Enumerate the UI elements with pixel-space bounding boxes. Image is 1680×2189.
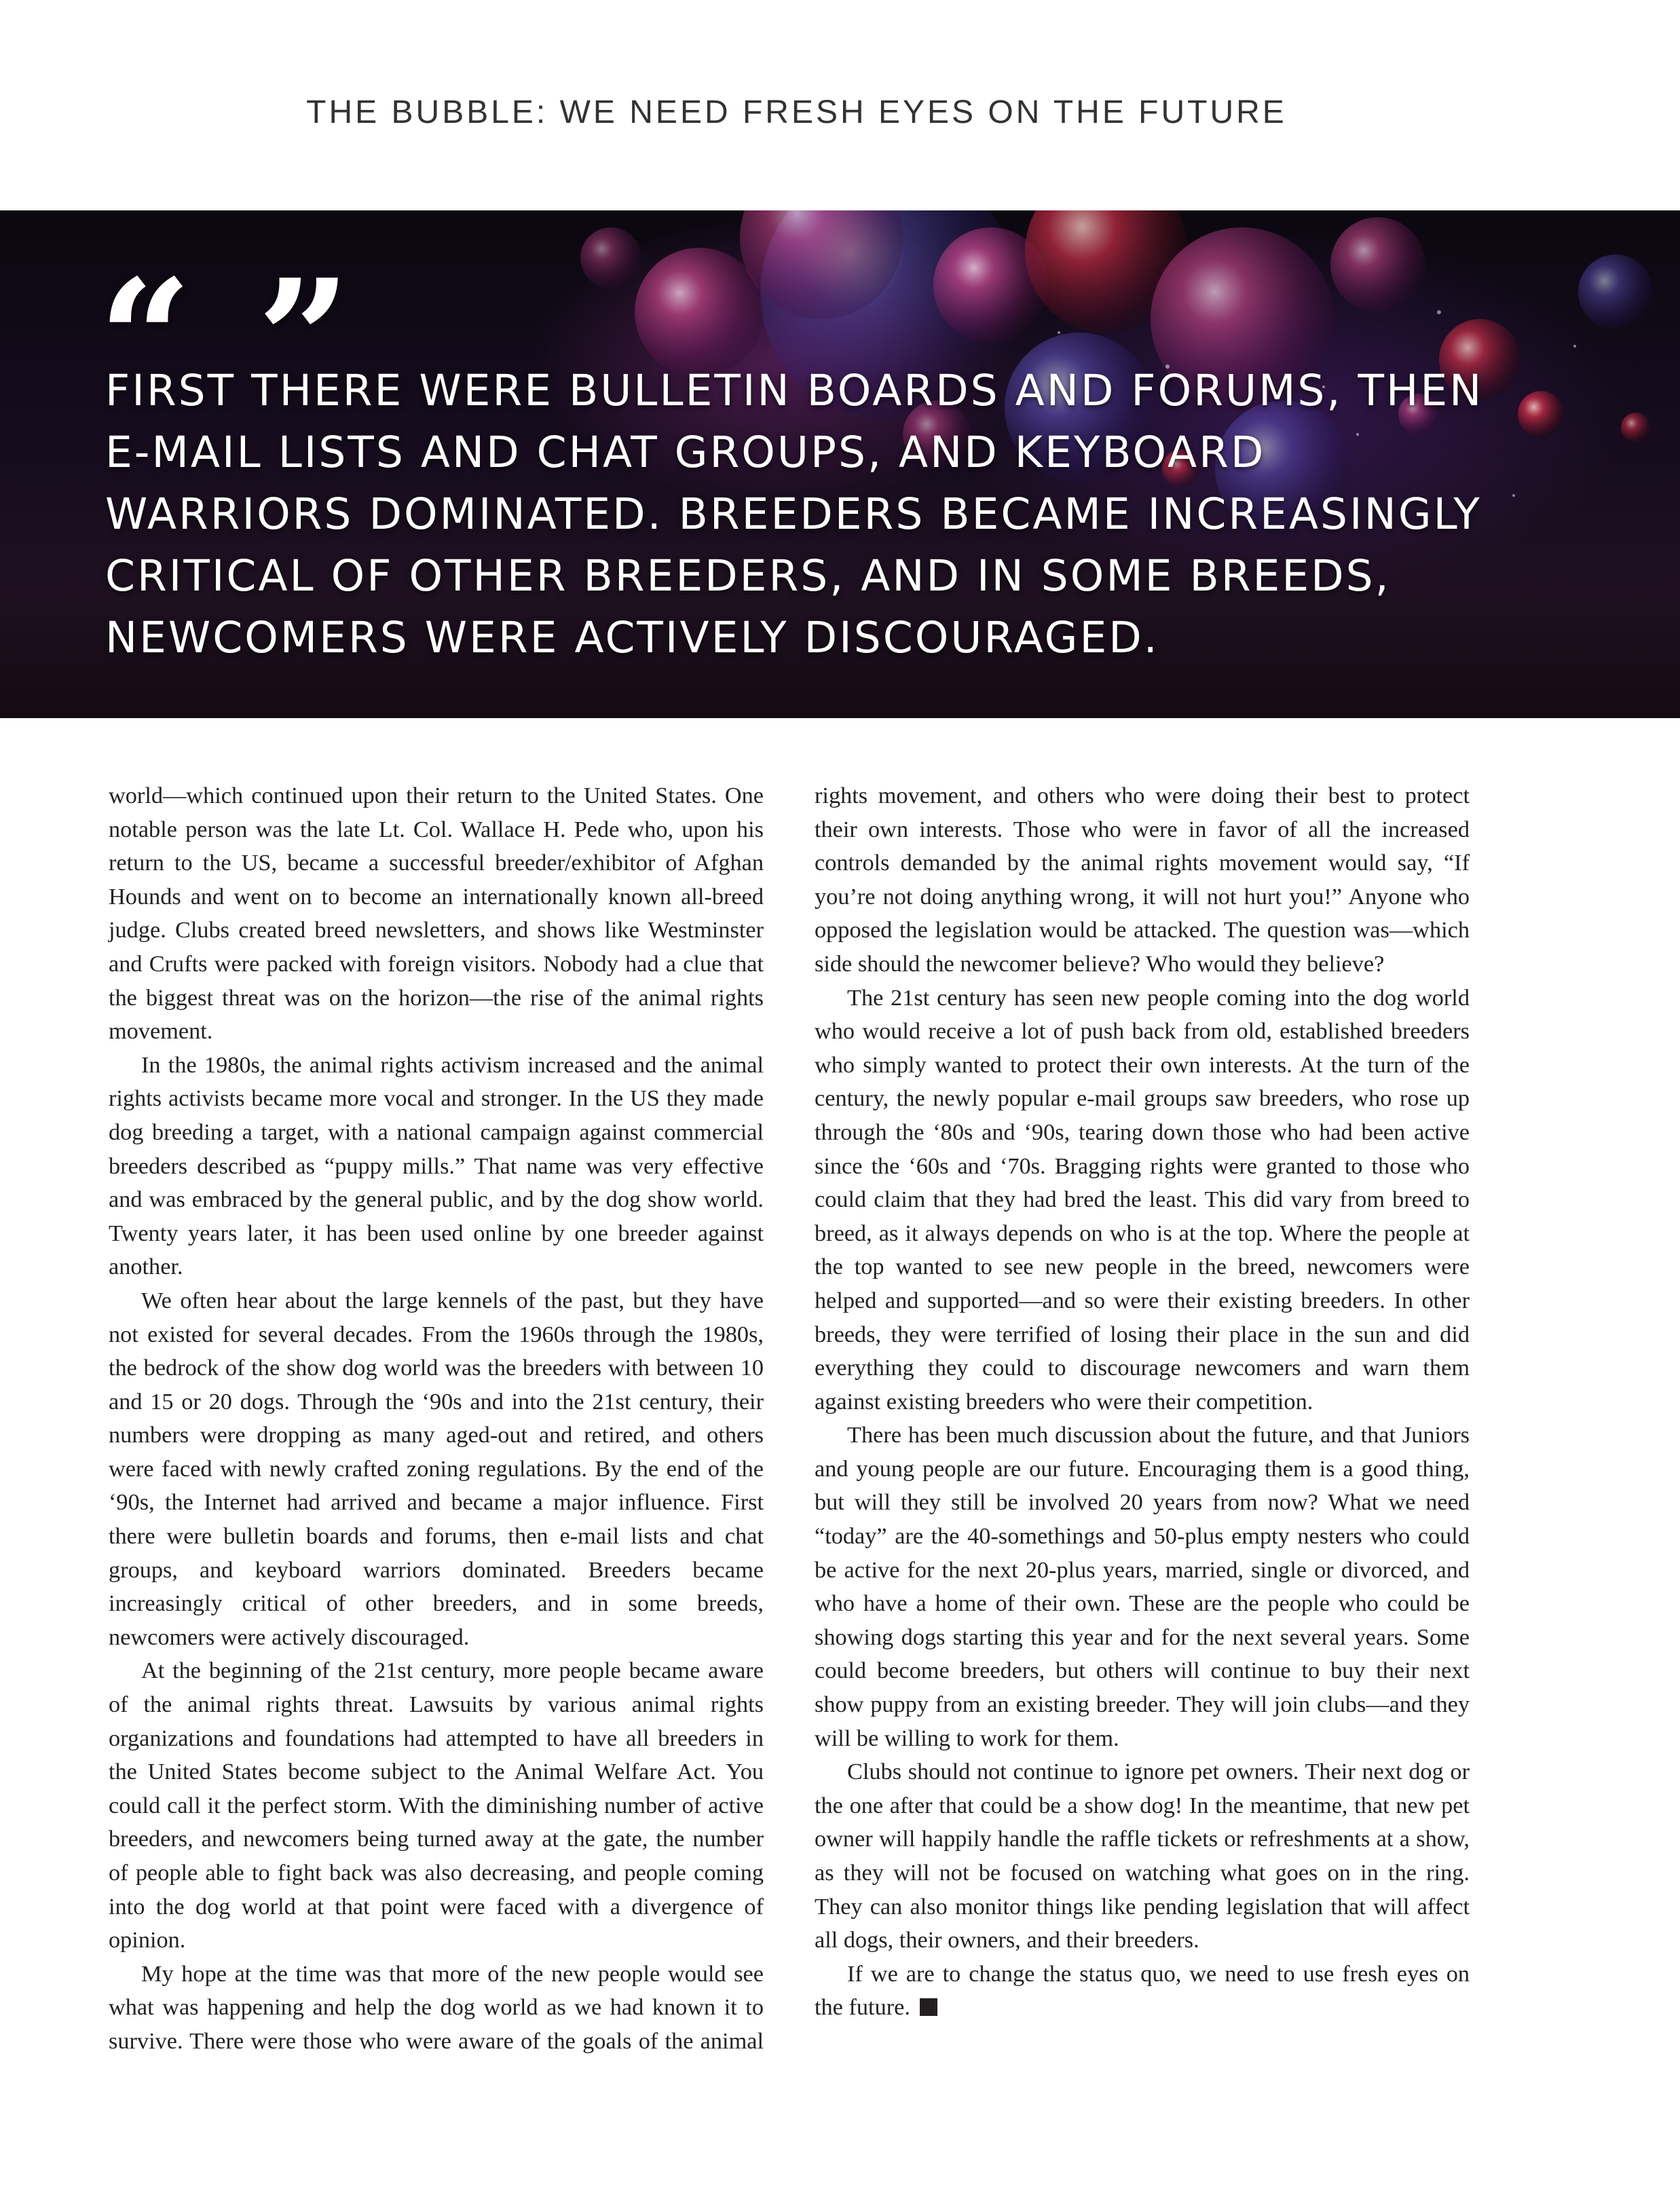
article-paragraph: In the 1980s, the animal rights activism increased and the animal rights activists became more vocal and stronger. In the US they made dog breeding a target, with a national campaign against commercial breeders described as “puppy mills.” That name was very effective and was embraced by the general public, and by the dog show world. Twenty years later, it has been used online by one breeder against another. — [109, 1051, 764, 1280]
article-paragraph: world—which continued upon their return to the United States. One notable person was the late Lt. Col. Wallace H. Pede who, upon his return to the US, became a successful breeder/exhibitor of Afghan Hounds and went on to become an internationally known all-breed judge. Clubs created breed newsletters, and shows like Westminster and Crufts were packed with foreign visitors. Nobody had a clue that the biggest threat was on the horizon—the rise of the animal rights movement. — [109, 783, 764, 1045]
article-body — [109, 779, 1470, 2082]
article-paragraph: The 21st century has seen new people coming into the dog world who would receive a lot of push back from old, established breeders who simply wanted to protect their own interests. At the turn of the century, the newly popular e-mail groups saw breeders, who rose up through the ‘80s and ‘90s, tearing down those who had been active since the ‘60s and ‘70s. Bragging rights were granted to those who could claim that they had bred the least. This did vary from breed to breed, as it always depends on who is at the top. Where the people at the top wanted to see new people in the breed, newcomers were helped and supported—and so were their existing breeders. In other breeds, they were terrified of losing their place in the sun and did everything they could to discourage newcomers and warn them against existing breeders who were their competition. — [815, 984, 1470, 1415]
pull-quote-banner — [0, 210, 1680, 718]
pull-quote-text: FIRST THERE WERE BULLETIN BOARDS AND FORUMS, THEN E-MAIL LISTS AND CHAT GROUPS, AND KEYBOARD WARRIORS DOMINATED. BREEDERS BECAME INCREASINGLY CRITICAL OF OTHER BREEDERS, AND IN SOME BREEDS, NEWCOMERS WERE ACTIVELY DISCOURAGED. — [105, 366, 1484, 662]
running-title: THE BUBBLE: WE NEED FRESH EYES ON THE FUTURE — [306, 94, 1287, 130]
article-final-text: If we are to change the status quo, we need to use fresh eyes on the future. — [815, 1960, 1470, 2021]
quote-marks-icon: “ ” — [98, 244, 355, 435]
article-final-paragraph — [815, 1958, 1470, 2025]
article-paragraph: There has been much discussion about the future, and that Juniors and young people are our future. Encouraging them is a good thing, but will they still be involved 20 years from now? What we need “today” are the 40-somethings and 50-plus empty nesters who could be active for the next 20-plus years, married, single or divorced, and who have a home of their own. These are the people who could be showing dogs starting this year and for the next several years. Some could become breeders, but others will continue to buy their next show puppy from an existing breeder. They will join clubs—and they will be willing to work for them. — [815, 1422, 1470, 1751]
article-paragraph: Clubs should not continue to ignore pet owners. Their next dog or the one after that could be a show dog! In the meantime, that new pet owner will happily handle the raffle tickets or refreshments at a show, as they will not be focused on watching what goes on in the ring. They can also monitor things like pending legislation that will affect all dogs, their owners, and their breeders. — [815, 1759, 1470, 1953]
article-paragraph: We often hear about the large kennels of the past, but they have not existed for several decades. From the 1960s through the 1980s, the bedrock of the show dog world was the breeders with between 10 and 15 or 20 dogs. Through the ‘90s and into the 21st century, their numbers were dropping as many aged-out and retired, and others were faced with newly crafted zoning regulations. By the end of the ‘90s, the Internet had arrived and became a major influence. First there were bulletin boards and forums, then e-mail lists and chat groups, and keyboard warriors dominated. Breeders became increasingly critical of other breeders, and in some breeds, newcomers were actively discouraged. — [109, 1287, 764, 1650]
end-of-article-icon — [920, 1998, 937, 2016]
article-paragraph: At the beginning of the 21st century, more people became aware of the animal rights threat. Lawsuits by various animal rights organizations and foundations had attempted to have all breeders in the United States become subject to the Animal Welfare Act. You could call it the perfect storm. With the diminishing number of active breeders, and newcomers being turned away at the gate, the number of people able to fight back was also decreasing, and people coming into the dog world at that point were faced with a divergence of opinion. — [109, 1658, 764, 1953]
article-paragraph: My hope at the time was that more of the new people would see what was happening and help the dog world as we had known it to survive. There were those who were aware of the goals of the animal rights movement, and others who were doing their best to protect their own interests. Those who were in favor of all the increased controls demanded by the animal rights movement would say, “If you’re not doing anything wrong, it will not hurt you!” Anyone who opposed the legislation would be attacked. The question was—which side should the newcomer believe? Who would they believe? — [109, 783, 1470, 2054]
